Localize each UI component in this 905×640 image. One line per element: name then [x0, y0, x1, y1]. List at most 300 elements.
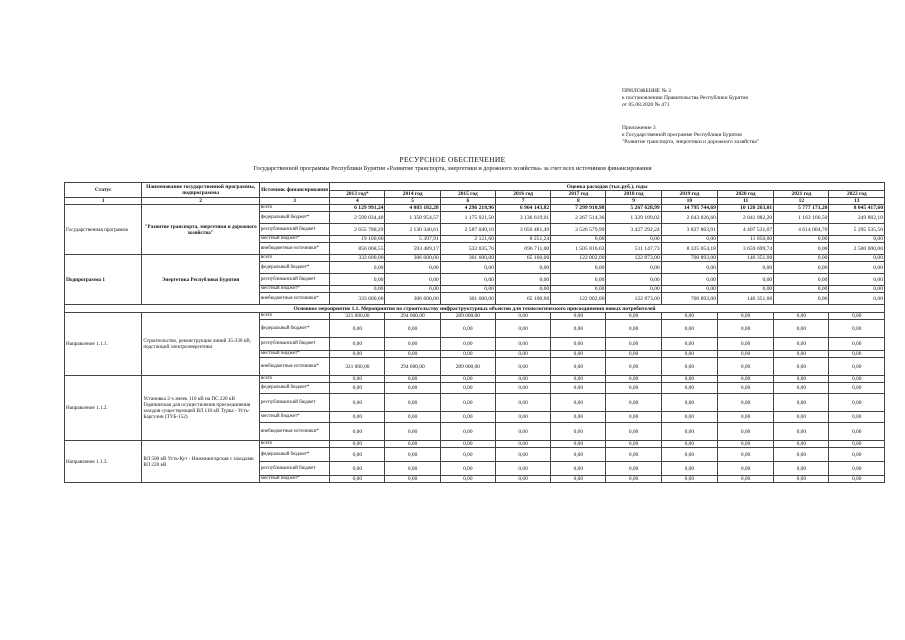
value-cell: 1 175 021,50 — [440, 212, 495, 224]
value-cell: 2 267 514,36 — [551, 212, 606, 224]
value-cell: 700 893,00 — [661, 255, 717, 262]
value-cell: 0,00 — [829, 286, 885, 293]
value-cell: 122 873,00 — [606, 293, 661, 305]
value-cell: 0,00 — [606, 358, 661, 376]
row-source: республиканский бюджет — [259, 394, 329, 412]
value-cell: 0,00 — [774, 423, 829, 441]
row-source: местный бюджет* — [259, 236, 329, 243]
value-cell: 0,00 — [829, 351, 885, 358]
value-cell: 0,00 — [774, 358, 829, 376]
header-col-number: 11 — [717, 198, 773, 205]
value-cell: 2 587 040,10 — [440, 224, 495, 236]
value-cell: 0,00 — [774, 476, 829, 483]
value-cell: 10 120 263,01 — [717, 205, 773, 212]
value-cell: 0,00 — [774, 286, 829, 293]
value-cell: 0,00 — [606, 441, 661, 448]
value-cell: 122 873,00 — [606, 255, 661, 262]
value-cell: 4 407 531,07 — [717, 224, 773, 236]
value-cell: 0,00 — [330, 394, 385, 412]
row-source: республиканский бюджет — [259, 224, 329, 236]
row-source: республиканский бюджет — [259, 462, 329, 476]
value-cell: 0,00 — [774, 376, 829, 383]
value-cell: 0,00 — [829, 476, 885, 483]
value-cell: 289 000,00 — [440, 358, 495, 376]
value-cell: 0,00 — [774, 448, 829, 462]
row-source: республиканский бюджет — [259, 274, 329, 286]
header-year: 2021 год — [774, 191, 829, 198]
row-source: местный бюджет* — [259, 476, 329, 483]
value-cell: 0,00 — [774, 441, 829, 448]
value-cell: 0,00 — [774, 412, 829, 423]
value-cell: 0,00 — [829, 441, 885, 448]
row-source: республиканский бюджет — [259, 338, 329, 351]
value-cell: 0,00 — [440, 423, 495, 441]
value-cell: 0,00 — [774, 262, 829, 274]
value-cell: 0,00 — [440, 376, 495, 383]
appendix-line: к постановлению Правительства Республики Бурятия — [622, 95, 748, 101]
header-col-number: 6 — [440, 198, 495, 205]
value-cell: 0,00 — [551, 262, 606, 274]
header-year: 2016 год — [495, 191, 550, 198]
header-year: 2019 год — [661, 191, 717, 198]
value-cell: 0,00 — [551, 236, 606, 243]
value-cell: 65 100,00 — [495, 255, 550, 262]
value-cell: 0,00 — [385, 476, 440, 483]
value-cell: 0,00 — [606, 262, 661, 274]
value-cell: 3 427 292,24 — [606, 224, 661, 236]
value-cell: 0,00 — [495, 423, 550, 441]
row-source: федеральный бюджет* — [259, 212, 329, 224]
appendix-header — [622, 88, 748, 109]
header-year: 2022 год — [829, 191, 885, 198]
value-cell: 0,00 — [661, 351, 717, 358]
value-cell: 0,00 — [495, 358, 550, 376]
value-cell: 0,00 — [606, 462, 661, 476]
appendix-line: от 05.08.2020 № 471 — [622, 102, 670, 108]
value-cell: 696 711,00 — [495, 243, 550, 255]
document-subtitle: Государственной программы Республики Бурятия «Развитие транспорта, энергетики и дорожного хозяйства» за счет всех источников финансирования — [253, 165, 652, 172]
value-cell: 0,00 — [774, 236, 829, 243]
value-cell: 289 000,00 — [440, 313, 495, 320]
header-year: 2013 год* — [330, 191, 385, 198]
value-cell: 0,00 — [717, 441, 773, 448]
value-cell: 0,00 — [495, 376, 550, 383]
row-status: Государственная программа — [65, 205, 142, 255]
row-program-name: Энергетика Республики Бурятия — [142, 255, 260, 305]
value-cell: 0,00 — [551, 286, 606, 293]
header-name: Наименование государственной программы, подпрограммы — [142, 183, 260, 198]
value-cell: 0,00 — [717, 320, 773, 338]
header-col-number: 10 — [661, 198, 717, 205]
value-cell: 0,00 — [829, 255, 885, 262]
value-cell: 0,00 — [551, 358, 606, 376]
value-cell: 0,00 — [330, 320, 385, 338]
value-cell: 0,00 — [440, 462, 495, 476]
table-row — [65, 313, 885, 320]
value-cell: 0,00 — [551, 423, 606, 441]
value-cell: 0,00 — [551, 441, 606, 448]
row-status: Направление 1.1.3. — [65, 441, 142, 483]
row-source: внебюджетные источники* — [259, 423, 329, 441]
value-cell: 0,00 — [606, 351, 661, 358]
value-cell: 0,00 — [551, 476, 606, 483]
value-cell: 0,00 — [330, 476, 385, 483]
value-cell: 0,00 — [385, 394, 440, 412]
row-program-name: Установка 2-х ячеек 110 кВ на ПС 220 кВ Горячинская для осуществления присоединения заходов существующей ВЛ 110 кВ Турка - Усть-Баргузин (ТУБ-152) — [142, 376, 260, 441]
value-cell: 0,00 — [829, 448, 885, 462]
value-cell: 0,00 — [829, 338, 885, 351]
value-cell: 0,00 — [330, 262, 385, 274]
value-cell: 0,00 — [330, 376, 385, 383]
value-cell: 0,00 — [440, 320, 495, 338]
value-cell: 4 296 218,96 — [440, 205, 495, 212]
value-cell: 0,00 — [829, 394, 885, 412]
header-status: Статус — [65, 183, 142, 198]
row-source: федеральный бюджет* — [259, 448, 329, 462]
value-cell: 0,00 — [829, 236, 885, 243]
value-cell: 0,00 — [440, 412, 495, 423]
header-col-number: 1 — [65, 198, 142, 205]
value-cell: 0,00 — [551, 320, 606, 338]
value-cell: 0,00 — [661, 441, 717, 448]
value-cell: 6 129 991,24 — [330, 205, 385, 212]
row-program-name: "Развитие транспорта, энергетики и дорожного хозяйства" — [142, 205, 260, 255]
value-cell: 0,00 — [661, 383, 717, 394]
value-cell: 0,00 — [774, 255, 829, 262]
header-col-number: 3 — [259, 198, 329, 205]
value-cell: 532 035,76 — [440, 243, 495, 255]
value-cell: 7 299 910,98 — [551, 205, 606, 212]
row-source: местный бюджет* — [259, 412, 329, 423]
table-row — [65, 376, 885, 383]
value-cell: 5 295 535,50 — [829, 224, 885, 236]
row-status: Подпрограмма 1 — [65, 255, 142, 305]
value-cell: 0,00 — [829, 423, 885, 441]
value-cell: 0,00 — [606, 476, 661, 483]
value-cell: 0,00 — [495, 441, 550, 448]
value-cell: 0,00 — [440, 394, 495, 412]
value-cell: 0,00 — [551, 274, 606, 286]
value-cell: 0,00 — [774, 313, 829, 320]
value-cell: 4 083 182,28 — [385, 205, 440, 212]
row-source: всего — [259, 376, 329, 383]
value-cell: 0,00 — [661, 448, 717, 462]
header-col-number: 4 — [330, 198, 385, 205]
value-cell: 0,00 — [385, 262, 440, 274]
appendix2-header — [622, 125, 759, 146]
value-cell: 0,00 — [385, 423, 440, 441]
value-cell: 0,00 — [495, 448, 550, 462]
value-cell: 0,00 — [330, 274, 385, 286]
value-cell: 0,00 — [829, 462, 885, 476]
value-cell: 1 329 189,02 — [606, 212, 661, 224]
value-cell: 0,00 — [551, 313, 606, 320]
value-cell: 3 136 619,01 — [495, 212, 550, 224]
value-cell: 2 643 826,60 — [661, 212, 717, 224]
value-cell: 0,00 — [829, 320, 885, 338]
value-cell: 0,00 — [440, 351, 495, 358]
value-cell: 0,00 — [495, 412, 550, 423]
value-cell: 0,00 — [495, 286, 550, 293]
value-cell: 0,00 — [829, 293, 885, 305]
row-source: местный бюджет* — [259, 286, 329, 293]
value-cell: 19 100,00 — [330, 236, 385, 243]
value-cell: 3 526 579,99 — [551, 224, 606, 236]
value-cell: 146 351,00 — [717, 255, 773, 262]
value-cell: 0,00 — [440, 448, 495, 462]
value-cell: 0,00 — [551, 338, 606, 351]
value-cell: 0,00 — [606, 338, 661, 351]
value-cell: 2 655 788,29 — [330, 224, 385, 236]
header-year: 2014 год — [385, 191, 440, 198]
value-cell: 3 827 863,91 — [661, 224, 717, 236]
value-cell: 0,00 — [495, 383, 550, 394]
value-cell: 3 659 699,74 — [717, 243, 773, 255]
value-cell: 0,00 — [440, 262, 495, 274]
value-cell: 0,00 — [774, 293, 829, 305]
header-col-number: 2 — [142, 198, 260, 205]
value-cell: 0,00 — [495, 476, 550, 483]
value-cell: 0,00 — [774, 394, 829, 412]
value-cell: 0,00 — [385, 320, 440, 338]
value-cell: 0,00 — [551, 351, 606, 358]
value-cell: 122 002,00 — [551, 293, 606, 305]
header-col-number: 9 — [606, 198, 661, 205]
value-cell: 249 882,10 — [829, 212, 885, 224]
value-cell: 0,00 — [330, 448, 385, 462]
value-cell: 0,00 — [330, 383, 385, 394]
value-cell: 0,00 — [717, 476, 773, 483]
value-cell: 0,00 — [829, 262, 885, 274]
value-cell: 2 500 000,00 — [829, 243, 885, 255]
appendix2-line: к Государственной программе Республики Бурятия — [622, 132, 742, 138]
value-cell: 65 100,00 — [495, 293, 550, 305]
value-cell: 0,00 — [551, 412, 606, 423]
value-cell: 0,00 — [829, 274, 885, 286]
value-cell: 0,00 — [330, 351, 385, 358]
row-status: Направление 1.1.1. — [65, 313, 142, 376]
value-cell: 4 614 004,70 — [774, 224, 829, 236]
value-cell: 0,00 — [774, 243, 829, 255]
value-cell: 2 121,60 — [440, 236, 495, 243]
value-cell: 0,00 — [661, 236, 717, 243]
header-year: 2017 год — [551, 191, 606, 198]
header-estimate: Оценка расходов (тыс.руб.), годы — [330, 183, 885, 191]
value-cell: 0,00 — [330, 462, 385, 476]
value-cell: 0,00 — [440, 338, 495, 351]
row-source: внебюджетные источники* — [259, 358, 329, 376]
value-cell: 5 267 628,99 — [606, 205, 661, 212]
value-cell: 0,00 — [661, 262, 717, 274]
value-cell: 8 045 417,60 — [829, 205, 885, 212]
value-cell: 0,00 — [495, 394, 550, 412]
value-cell: 0,00 — [661, 358, 717, 376]
value-cell: 306 600,00 — [385, 255, 440, 262]
value-cell: 0,00 — [606, 423, 661, 441]
table-row — [65, 255, 885, 262]
section-title: Основное мероприятие 1.1. Мероприятия по строительству инфраструктурных объектов для технологического присоединения новых потребителей — [65, 305, 885, 313]
value-cell: 11 050,00 — [717, 236, 773, 243]
value-cell: 0,00 — [717, 351, 773, 358]
row-source: федеральный бюджет* — [259, 262, 329, 274]
value-cell: 0,00 — [330, 412, 385, 423]
value-cell: 0,00 — [385, 462, 440, 476]
value-cell: 0,00 — [829, 358, 885, 376]
document-title: РЕСУРСНОЕ ОБЕСПЕЧЕНИЕ — [399, 155, 506, 164]
value-cell: 0,00 — [385, 286, 440, 293]
value-cell: 0,00 — [495, 313, 550, 320]
value-cell: 0,00 — [774, 462, 829, 476]
value-cell: 122 002,00 — [551, 255, 606, 262]
row-program-name: Строительство, реконструкция линий 35-330 кВ, подстанций электроэнергетики — [142, 313, 260, 376]
value-cell: 0,00 — [829, 313, 885, 320]
value-cell: 0,00 — [551, 376, 606, 383]
value-cell: 0,00 — [606, 412, 661, 423]
value-cell: 0,00 — [774, 320, 829, 338]
value-cell: 0,00 — [440, 383, 495, 394]
value-cell: 0,00 — [661, 423, 717, 441]
value-cell: 0,00 — [385, 412, 440, 423]
value-cell: 301 600,00 — [440, 293, 495, 305]
value-cell: 333 600,00 — [330, 293, 385, 305]
value-cell: 511 147,73 — [606, 243, 661, 255]
value-cell: 0,00 — [330, 441, 385, 448]
value-cell: 0,00 — [717, 423, 773, 441]
value-cell: 5 777 171,20 — [774, 205, 829, 212]
value-cell: 14 795 744,69 — [661, 205, 717, 212]
value-cell: 321 000,00 — [330, 313, 385, 320]
value-cell: 0,00 — [440, 441, 495, 448]
value-cell: 0,00 — [829, 383, 885, 394]
value-cell: 0,00 — [385, 274, 440, 286]
value-cell: 0,00 — [495, 320, 550, 338]
row-source: всего — [259, 441, 329, 448]
appendix2-line: Приложение 3 — [622, 125, 656, 131]
value-cell: 0,00 — [606, 320, 661, 338]
value-cell: 0,00 — [495, 262, 550, 274]
value-cell: 0,00 — [551, 383, 606, 394]
value-cell: 2 041 982,20 — [717, 212, 773, 224]
value-cell: 0,00 — [495, 338, 550, 351]
value-cell: 8 251,24 — [495, 236, 550, 243]
value-cell: 0,00 — [717, 313, 773, 320]
value-cell: 0,00 — [606, 376, 661, 383]
value-cell: 0,00 — [606, 313, 661, 320]
value-cell: 0,00 — [385, 383, 440, 394]
value-cell: 0,00 — [440, 476, 495, 483]
header-col-number: 13 — [829, 198, 885, 205]
value-cell: 700 893,00 — [661, 293, 717, 305]
value-cell: 0,00 — [661, 320, 717, 338]
value-cell: 0,00 — [774, 383, 829, 394]
value-cell: 8 325 054,18 — [661, 243, 717, 255]
value-cell: 0,00 — [717, 274, 773, 286]
value-cell: 0,00 — [661, 286, 717, 293]
value-cell: 0,00 — [330, 423, 385, 441]
value-cell: 0,00 — [440, 286, 495, 293]
value-cell: 0,00 — [495, 274, 550, 286]
value-cell: 301 600,00 — [440, 255, 495, 262]
value-cell: 0,00 — [661, 462, 717, 476]
value-cell: 856 068,55 — [330, 243, 385, 255]
row-source: всего — [259, 313, 329, 320]
value-cell: 0,00 — [717, 394, 773, 412]
value-cell: 306 600,00 — [385, 293, 440, 305]
value-cell: 0,00 — [717, 383, 773, 394]
row-status: Направление 1.1.2. — [65, 376, 142, 441]
value-cell: 0,00 — [385, 351, 440, 358]
value-cell: 0,00 — [385, 448, 440, 462]
value-cell: 1 163 166,50 — [774, 212, 829, 224]
value-cell: 0,00 — [606, 448, 661, 462]
row-program-name: ВЛ 500 кВ Усть-Кут - Нижнеангарская с заходами ВЛ 220 кВ — [142, 441, 260, 483]
value-cell: 0,00 — [774, 338, 829, 351]
value-cell: 3 056 481,49 — [495, 224, 550, 236]
value-cell: 0,00 — [551, 462, 606, 476]
row-source: федеральный бюджет* — [259, 383, 329, 394]
value-cell: 0,00 — [717, 448, 773, 462]
value-cell: 294 000,00 — [385, 313, 440, 320]
appendix2-line: "Развитие транспорта, энергетики и дорожного хозяйства" — [622, 139, 760, 145]
value-cell: 0,00 — [829, 412, 885, 423]
value-cell: 0,00 — [661, 274, 717, 286]
value-cell: 0,00 — [551, 448, 606, 462]
value-cell: 0,00 — [440, 274, 495, 286]
value-cell: 0,00 — [717, 286, 773, 293]
row-source: местный бюджет* — [259, 351, 329, 358]
value-cell: 0,00 — [774, 274, 829, 286]
table-row — [65, 205, 885, 212]
value-cell: 333 600,00 — [330, 255, 385, 262]
value-cell: 2 130 340,61 — [385, 224, 440, 236]
value-cell: 0,00 — [661, 338, 717, 351]
value-cell: 0,00 — [717, 262, 773, 274]
value-cell: 0,00 — [330, 338, 385, 351]
row-source: всего — [259, 205, 329, 212]
value-cell: 321 000,00 — [330, 358, 385, 376]
row-source: внебюджетные источники* — [259, 293, 329, 305]
header-col-number: 12 — [774, 198, 829, 205]
header-year: 2018 год — [606, 191, 661, 198]
row-source: внебюджетные источники* — [259, 243, 329, 255]
value-cell: 0,00 — [606, 394, 661, 412]
value-cell: 0,00 — [661, 313, 717, 320]
value-cell: 1 350 954,57 — [385, 212, 440, 224]
resource-table — [64, 182, 885, 483]
value-cell: 593 489,17 — [385, 243, 440, 255]
value-cell: 0,00 — [717, 462, 773, 476]
table-header — [65, 183, 885, 205]
value-cell: 0,00 — [829, 376, 885, 383]
value-cell: 0,00 — [551, 394, 606, 412]
value-cell: 146 351,00 — [717, 293, 773, 305]
value-cell: 0,00 — [385, 376, 440, 383]
header-source: Источник финансирования — [259, 183, 329, 198]
value-cell: 0,00 — [661, 376, 717, 383]
appendix-line: ПРИЛОЖЕНИЕ № 3 — [622, 88, 671, 94]
value-cell: 0,00 — [661, 412, 717, 423]
value-cell: 0,00 — [717, 338, 773, 351]
value-cell: 294 000,00 — [385, 358, 440, 376]
value-cell: 0,00 — [495, 351, 550, 358]
value-cell: 0,00 — [330, 286, 385, 293]
value-cell: 0,00 — [661, 476, 717, 483]
value-cell: 5 397,91 — [385, 236, 440, 243]
value-cell: 0,00 — [774, 351, 829, 358]
header-year: 2015 год — [440, 191, 495, 198]
value-cell: 0,00 — [606, 236, 661, 243]
value-cell: 1 505 816,63 — [551, 243, 606, 255]
